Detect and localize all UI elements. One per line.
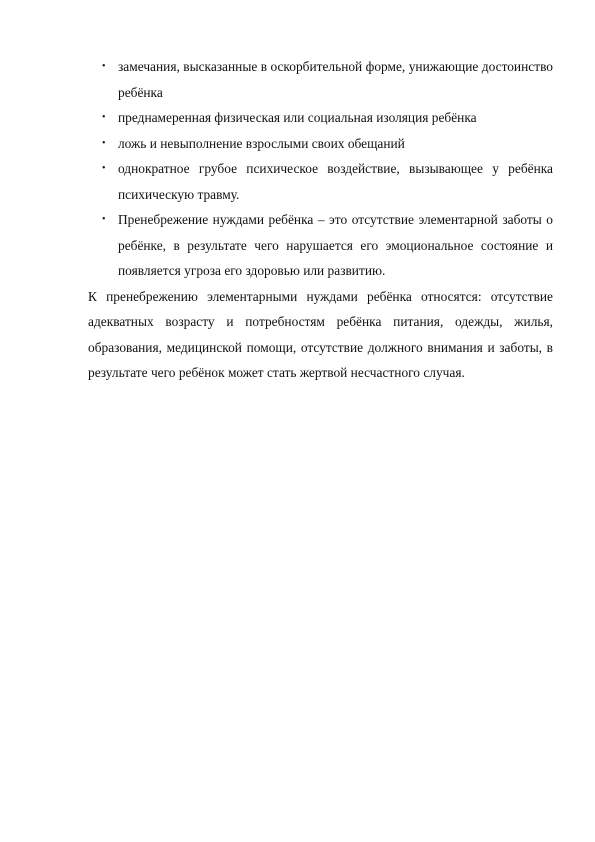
bullet-icon: • [102,214,106,225]
bullet-icon: • [102,112,106,123]
bullet-icon: • [102,163,106,174]
list-item [88,54,553,105]
list-item-text: Пренебрежение нуждами ребёнка – это отсутствие элементарной заботы о ребёнке, в результате чего нарушается его эмоциональное состояние и появляется угроза его здоровью или развитию. [118,212,553,278]
list-item-text: преднамеренная физическая или социальная изоляция ребёнка [118,110,477,125]
list-item [88,131,553,157]
list-item [88,156,553,207]
list-item [88,105,553,131]
list-item-text: ложь и невыполнение взрослыми своих обещаний [118,135,405,151]
list-item [88,207,553,284]
list-item-text: однократное грубое психическое воздействие, вызывающее у ребёнка психическую травму. [118,161,553,202]
bullet-icon: • [102,137,106,149]
bullet-icon: • [102,61,106,72]
list-item-text: замечания, высказанные в оскорбительной форме, унижающие достоинство ребёнка [118,59,553,100]
document-body [88,54,553,386]
bullet-list [88,54,553,284]
body-paragraph: К пренебрежению элементарными нуждами ребёнка относятся: отсутствие адекватных возрасту и потребностям ребёнка питания, одежды, жилья, образования, медицинской помощи, отсутствие должного внимания и заботы, в результате чего ребёнок может стать жертвой несчастного случая. [88,288,553,380]
